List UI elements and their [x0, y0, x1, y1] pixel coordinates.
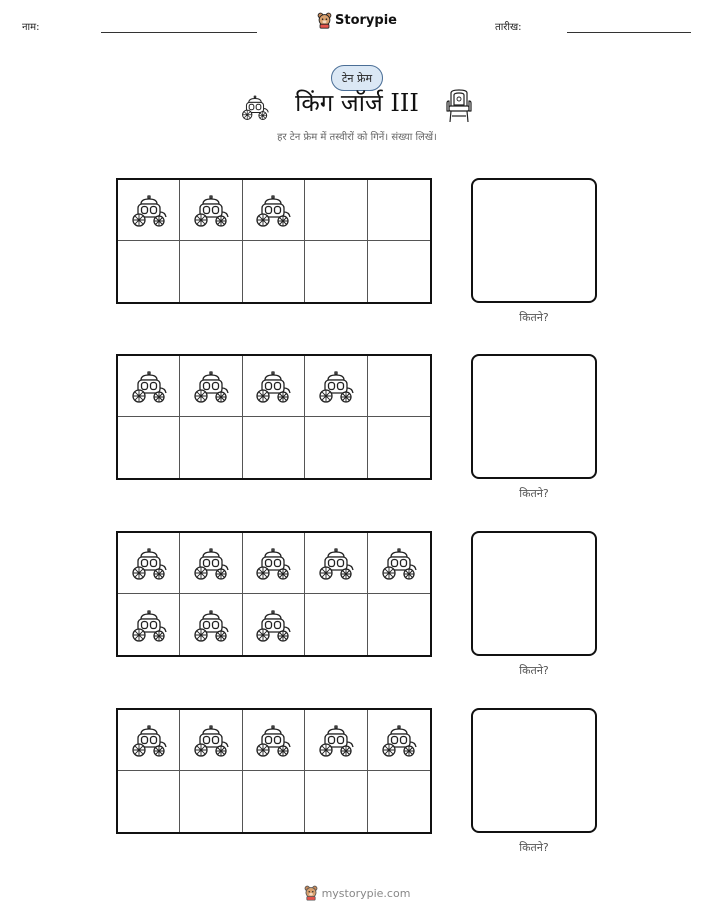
carriage-icon — [190, 722, 232, 758]
answer-label: कितने? — [519, 487, 549, 500]
date-label: तारीख: — [495, 22, 522, 33]
brand — [0, 12, 714, 33]
frame-cell — [368, 710, 430, 771]
frame-cell — [243, 241, 305, 302]
carriage-icon — [190, 607, 232, 643]
ten-frame-2 — [116, 354, 432, 480]
carriage-icon — [252, 368, 294, 404]
carriage-icon — [190, 192, 232, 228]
frame-cell — [243, 710, 305, 771]
carriage-icon — [128, 722, 170, 758]
frame-cell — [118, 356, 180, 417]
frame-cell — [305, 180, 367, 241]
frame-cell — [305, 241, 367, 302]
answer-box-3[interactable] — [471, 531, 597, 656]
carriage-icon — [128, 545, 170, 581]
frame-cell — [180, 356, 242, 417]
frame-cell — [243, 771, 305, 832]
frame-cell — [118, 533, 180, 594]
carriage-icon — [315, 368, 357, 404]
frame-cell — [368, 533, 430, 594]
page-title: किंग जॉर्ज III — [295, 89, 419, 117]
frame-cell — [243, 417, 305, 478]
frame-cell — [243, 594, 305, 655]
frame-cell — [243, 533, 305, 594]
instructions: हर टेन फ्रेम में तस्वीरों को गिनें। संख्या लिखें। — [277, 132, 437, 143]
carriage-icon — [128, 607, 170, 643]
ten-frame-4 — [116, 708, 432, 834]
carriage-icon — [315, 722, 357, 758]
storypie-bear-icon — [304, 885, 318, 901]
carriage-icon — [378, 722, 420, 758]
storypie-bear-icon — [317, 12, 332, 29]
frame-cell — [305, 356, 367, 417]
frame-cell — [118, 241, 180, 302]
frame-cell — [305, 533, 367, 594]
answer-box-1[interactable] — [471, 178, 597, 303]
frame-cell — [180, 533, 242, 594]
frame-cell — [368, 356, 430, 417]
answer-label: कितने? — [519, 664, 549, 677]
frame-cell — [180, 710, 242, 771]
frame-cell — [305, 417, 367, 478]
frame-cell — [180, 594, 242, 655]
frame-cell — [305, 710, 367, 771]
frame-cell — [118, 710, 180, 771]
footer — [0, 885, 714, 905]
frame-cell — [368, 594, 430, 655]
frame-cell — [243, 180, 305, 241]
carriage-icon — [252, 192, 294, 228]
carriage-icon — [190, 368, 232, 404]
frame-cell — [180, 771, 242, 832]
carriage-icon — [378, 545, 420, 581]
throne-icon — [446, 89, 472, 127]
carriage-icon — [190, 545, 232, 581]
frame-cell — [180, 180, 242, 241]
frame-cell — [368, 771, 430, 832]
carriage-icon — [252, 607, 294, 643]
frame-cell — [368, 241, 430, 302]
frame-cell — [118, 771, 180, 832]
brand-name: Storypie — [335, 13, 397, 28]
frame-cell — [180, 241, 242, 302]
frame-cell — [118, 417, 180, 478]
answer-box-4[interactable] — [471, 708, 597, 833]
ten-frame-1 — [116, 178, 432, 304]
carriage-icon — [128, 192, 170, 228]
answer-label: कितने? — [519, 841, 549, 854]
carriage-icon — [252, 545, 294, 581]
name-label: नाम: — [22, 22, 40, 33]
carriage-icon — [128, 368, 170, 404]
frame-cell — [305, 594, 367, 655]
frame-cell — [118, 594, 180, 655]
answer-box-2[interactable] — [471, 354, 597, 479]
frame-cell — [118, 180, 180, 241]
footer-url[interactable]: mystorypie.com — [321, 886, 411, 900]
carriage-icon — [315, 545, 357, 581]
frame-cell — [243, 356, 305, 417]
carriage-icon — [252, 722, 294, 758]
topic-badge: टेन फ्रेम — [331, 65, 383, 91]
frame-cell — [368, 417, 430, 478]
frame-cell — [180, 417, 242, 478]
answer-label: कितने? — [519, 311, 549, 324]
frame-cell — [368, 180, 430, 241]
frame-cell — [305, 771, 367, 832]
date-line — [567, 32, 691, 33]
ten-frame-3 — [116, 531, 432, 657]
